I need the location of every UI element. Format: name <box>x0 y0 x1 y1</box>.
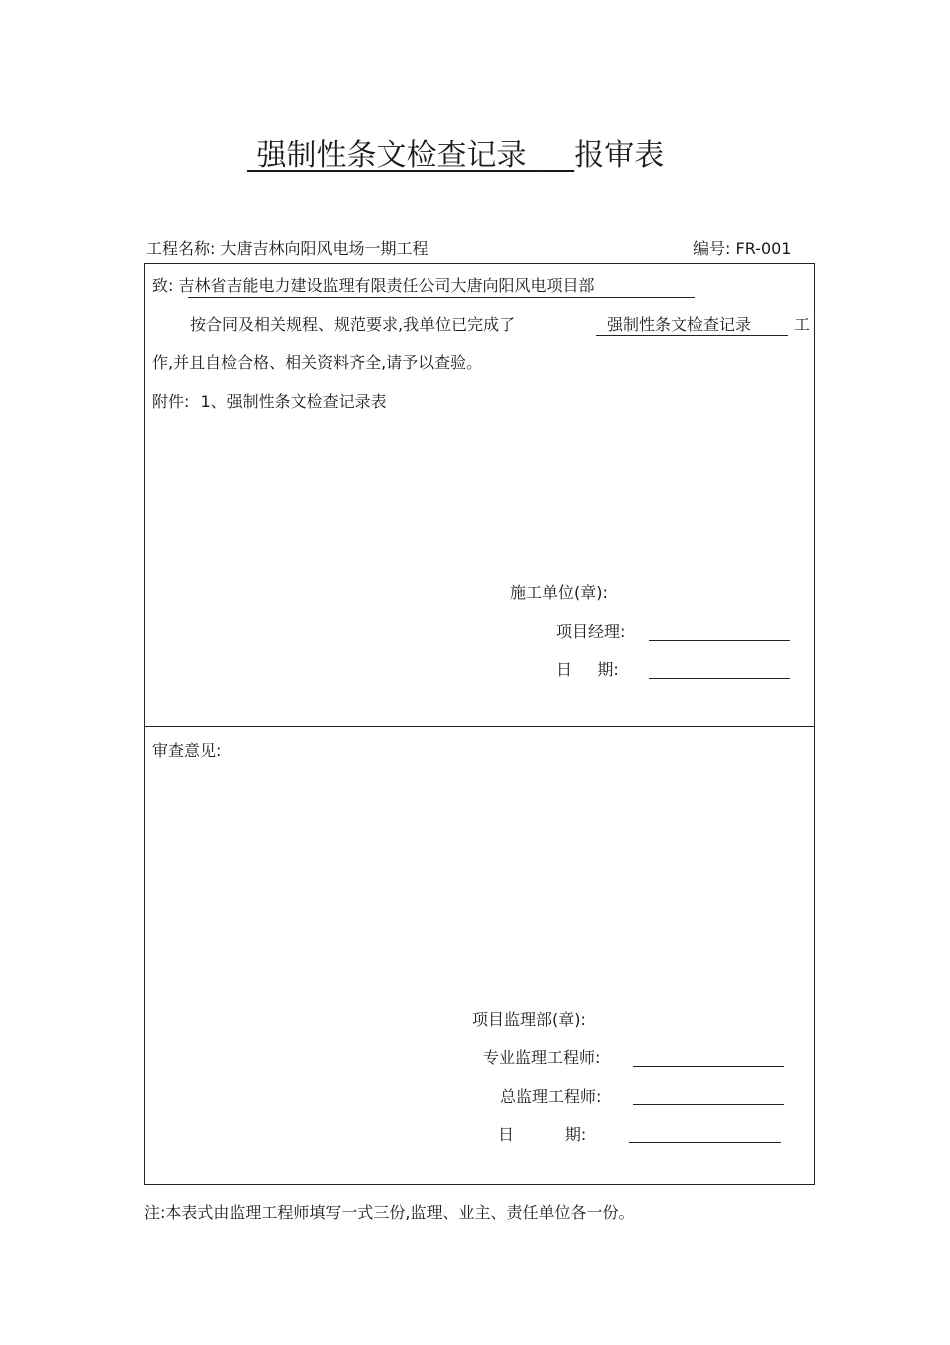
project-manager-signature-line[interactable] <box>649 640 790 641</box>
title-main: 强制性条文检查记录 <box>247 138 537 173</box>
body-work-item: 强制性条文检查记录 <box>607 315 752 334</box>
project-manager-label: 项目经理: <box>556 622 626 641</box>
footer-note: 注:本表式由监理工程师填写一式三份,监理、业主、责任单位各一份。 <box>144 1203 635 1222</box>
recipient-underline <box>188 297 695 298</box>
work-item-underline <box>596 335 788 336</box>
attachment-item: 1、强制性条文检查记录表 <box>200 392 387 411</box>
to-recipient: 吉林省吉能电力建设监理有限责任公司大唐向阳风电项目部 <box>178 276 595 295</box>
form-number-line <box>693 239 791 259</box>
section1-date-line[interactable] <box>649 678 790 679</box>
number-label: 编号: <box>693 239 731 258</box>
project-label: 工程名称: <box>146 239 216 258</box>
to-label: 致: <box>152 276 174 295</box>
section2-date-line[interactable] <box>629 1142 781 1143</box>
project-name: 大唐吉林向阳风电场一期工程 <box>220 239 429 258</box>
body-line-1-suffix: 工 <box>794 315 811 334</box>
number-value: FR-001 <box>735 239 792 258</box>
document-title <box>247 136 664 176</box>
chief-engineer-signature-line[interactable] <box>633 1104 784 1105</box>
section2-date-label: 日 期: <box>498 1125 587 1144</box>
chief-engineer-label: 总监理工程师: <box>500 1087 602 1106</box>
attachment-label: 附件: <box>152 392 190 411</box>
project-name-line <box>146 239 429 259</box>
title-gap <box>536 138 574 173</box>
section1-date-label: 日 期: <box>556 660 619 679</box>
specialty-engineer-label: 专业监理工程师: <box>483 1048 601 1067</box>
review-opinion-label: 审查意见: <box>152 741 222 760</box>
to-line <box>152 275 595 297</box>
title-suffix: 报审表 <box>574 138 665 173</box>
attachment-line <box>152 391 387 413</box>
specialty-engineer-signature-line[interactable] <box>633 1066 784 1067</box>
section-divider <box>144 726 815 727</box>
supervision-dept-seal: 项目监理部(章): <box>472 1010 586 1029</box>
body-line-1-prefix: 按合同及相关规程、规范要求,我单位已完成了 <box>190 315 516 334</box>
body-line-2: 作,并且自检合格、相关资料齐全,请予以查验。 <box>152 353 483 372</box>
construction-unit-seal: 施工单位(章): <box>510 583 608 602</box>
